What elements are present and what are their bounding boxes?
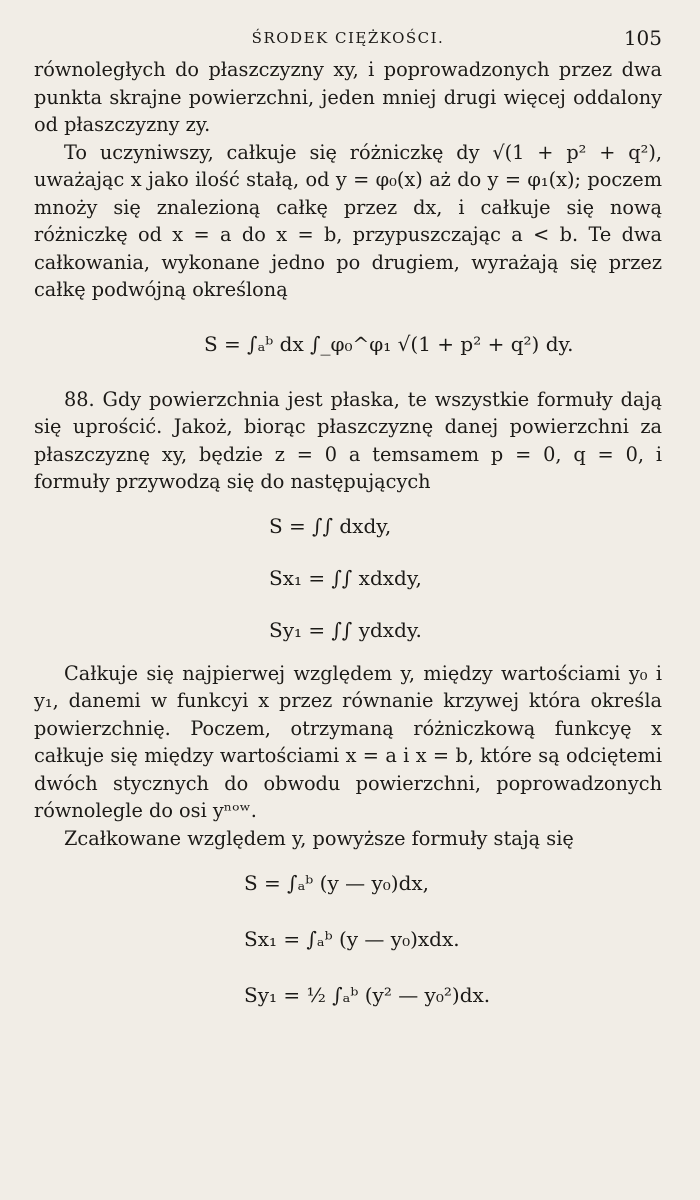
paragraph-integration: Całkuje się najpierwej względem y, między wartościami y₀ i y₁, danemi w funkcyi x przez równanie krzywej która określa powierzchnię. Poczem, otrzymaną różniczkową funkcyę x całkuje się między wartościami x = a i x = b, które są odciętemi dwóch stycznych do obwodu powierzchni, poprowadzonych równolegle do osi yⁿᵒʷ. xyxy=(34,661,662,822)
equation-moment-x: Sx₁ = ∫∫ xdxdy, xyxy=(269,565,422,590)
running-title: ŚRODEK CIĘŻKOŚCI. xyxy=(251,29,445,47)
equation-moment-y: Sy₁ = ∫∫ ydxdy. xyxy=(269,617,422,642)
equation-block-integrated xyxy=(34,858,662,1020)
paragraph-88: 88. Gdy powierzchnia jest płaska, te wszystkie formuły dają się uprościć. Jakoż, biorąc płaszczyznę danej powierzchni za płaszczyznę xy, będzie z = 0 a temsamem p = 0, q = 0, i formuły przywodzą się do następujących xyxy=(34,387,662,493)
equation-area-integrated: S = ∫ₐᵇ (y — y₀)dx, xyxy=(244,871,430,895)
running-header xyxy=(34,20,662,56)
equation-block-plane xyxy=(34,502,662,654)
page-number: 105 xyxy=(623,26,662,50)
paragraph-integrated: Zcałkowane względem y, powyższe formuły stają się xyxy=(64,826,574,850)
paragraph-2: To uczyniwszy, całkuje się różniczkę dy √(1 + p² + q²), uważając x jako ilość stałą, od y = φ₀(x) aż do y = φ₁(x); poczem mnoży się znalezioną całkę przez dx, i całkuje się nową różniczkę od x = a do x = b, przypuszczając a < b. Te dwa całkowania, wykonane jedno po drugiem, wyrażają się przez całkę podwójną określoną xyxy=(34,140,662,301)
equation-area: S = ∫∫ dxdy, xyxy=(269,513,392,538)
equation-moment-x-integrated: Sx₁ = ∫ₐᵇ (y — y₀)xdx. xyxy=(244,927,460,951)
equation-moment-y-integrated: Sy₁ = ½ ∫ₐᵇ (y² — y₀²)dx. xyxy=(244,983,491,1007)
paragraph-1: równoległych do płaszczyzny xy, i poprowadzonych przez dwa punkta skrajne powierzchni, jeden mniej drugi więcej oddalony od płaszczyzny zy. xyxy=(34,58,662,136)
equation-surface-double-integral: S = ∫ₐᵇ dx ∫_φ₀^φ₁ √(1 + p² + q²) dy. xyxy=(204,331,574,356)
